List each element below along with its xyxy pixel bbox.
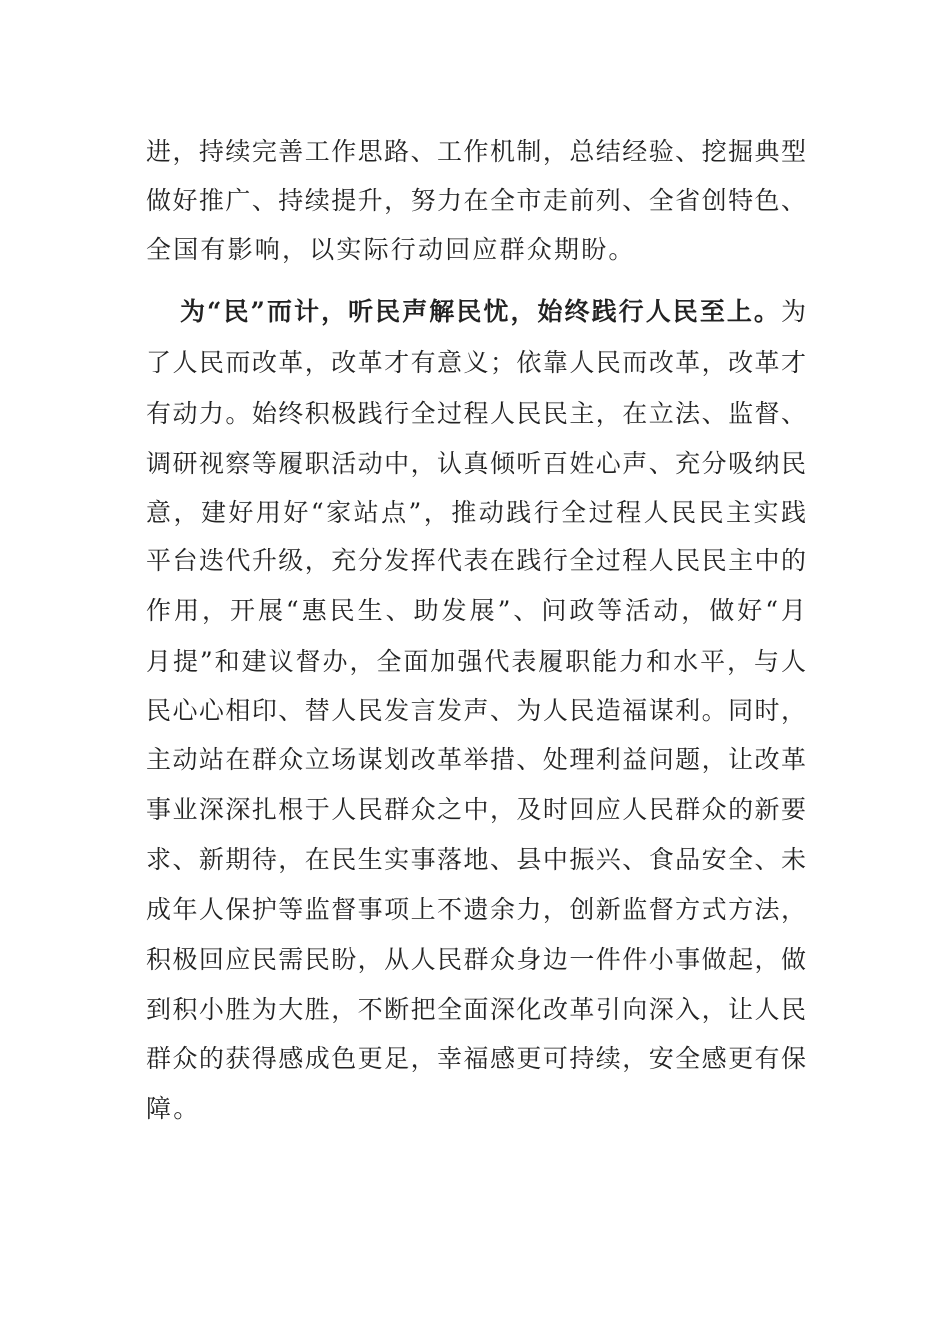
paragraph2-line-11: 求、新期待，在民生实事落地、县中振兴、食品安全、未: [146, 845, 806, 874]
paragraph2-line-2: 有动力。始终积极践行全过程人民民主，在立法、监督、: [146, 399, 806, 428]
paragraph1-line-2: 做好推广、持续提升，努力在全市走前列、全省创特色、: [146, 186, 806, 215]
paragraph2-first-line: [180, 292, 806, 332]
paragraph2-line-10: 事业深深扎根于人民群众之中，及时回应人民群众的新要: [146, 795, 806, 824]
paragraph2-line-13: 积极回应民需民盼，从人民群众身边一件件小事做起，做: [146, 945, 806, 974]
paragraph2-line-15: 群众的获得感成色更足，幸福感更可持续，安全感更有保: [146, 1044, 806, 1073]
paragraph1-line-3: 全国有影响，以实际行动回应群众期盼。: [146, 235, 636, 264]
paragraph2-line-16: 障。: [146, 1094, 201, 1123]
paragraph2-line-1: 了人民而改革，改革才有意义；依靠人民而改革，改革才: [146, 348, 806, 377]
paragraph1-line-1: 进，持续完善工作思路、工作机制，总结经验、挖掘典型: [146, 137, 806, 166]
paragraph2-line-9: 主动站在群众立场谋划改革举措、处理利益问题，让改革: [146, 745, 806, 774]
paragraph2-line-3: 调研视察等履职活动中，认真倾听百姓心声、充分吸纳民: [146, 449, 806, 478]
paragraph2-line-8: 民心心相印、替人民发言发声、为人民造福谋利。同时，: [146, 696, 806, 725]
paragraph2-line-4: 意，建好用好“家站点”，推动践行全过程人民民主实践: [146, 498, 806, 527]
paragraph2-line-6: 作用，开展“惠民生、助发展”、问政等活动，做好“月: [146, 596, 806, 625]
paragraph2-line-5: 平台迭代升级，充分发挥代表在践行全过程人民民主中的: [146, 546, 806, 575]
paragraph2-line-7: 月提”和建议督办，全面加强代表履职能力和水平，与人: [146, 647, 806, 676]
paragraph2-line-12: 成年人保护等监督事项上不遗余力，创新监督方式方法，: [146, 895, 806, 924]
paragraph2-line-14: 到积小胜为大胜，不断把全面深化改革引向深入，让人民: [146, 995, 806, 1024]
paragraph2-heading: 为“民”而计，听民声解民忧，始终践行人民至上。: [180, 297, 781, 326]
paragraph2-first-line-rest: 为: [780, 297, 806, 326]
